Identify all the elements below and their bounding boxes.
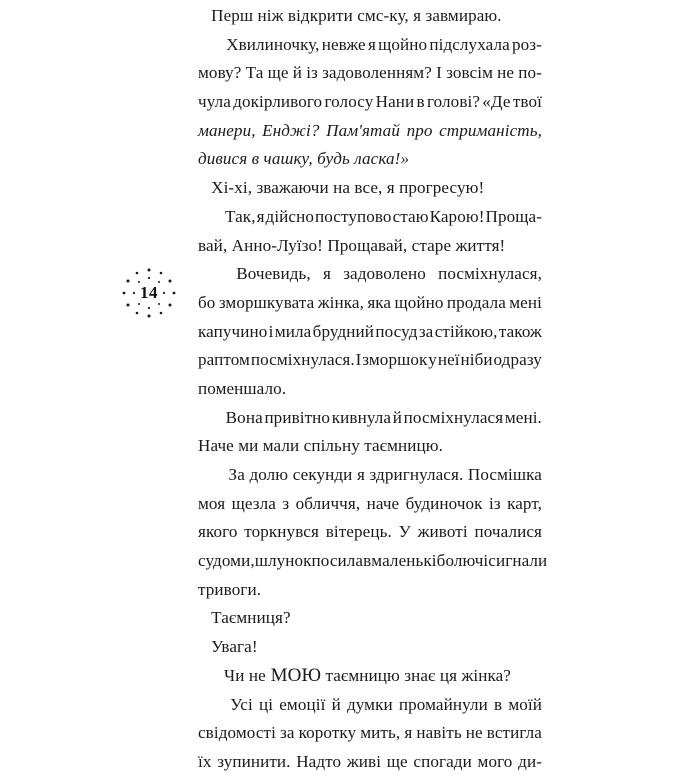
word: докірливого xyxy=(233,92,323,112)
word: я xyxy=(367,34,376,54)
word: неї xyxy=(437,350,460,370)
word: із xyxy=(488,493,501,513)
word: Чи xyxy=(224,665,245,685)
word: наче xyxy=(366,493,400,513)
text-line: Таємниця? xyxy=(198,608,291,628)
word: Вочевидь, xyxy=(236,264,311,284)
word: в xyxy=(494,694,503,714)
text-line: Перш ніж відкрити смс-ку, я завмираю. xyxy=(198,6,502,25)
word: мить, xyxy=(360,723,401,743)
word: ще xyxy=(267,63,289,83)
paragraph-indent xyxy=(198,691,224,720)
text-line xyxy=(198,318,542,347)
text-line xyxy=(198,260,542,289)
word: У xyxy=(398,522,411,542)
word: коротку xyxy=(298,723,357,743)
word: животі xyxy=(417,522,468,542)
text-line: Хі-хі, зважаючи на все, я прогресую! xyxy=(198,178,485,198)
word: капучино xyxy=(198,321,268,341)
text-line: тривоги. xyxy=(198,579,262,599)
word: їх xyxy=(198,751,212,771)
word: кивнула xyxy=(331,407,392,427)
word: здригнулася. xyxy=(369,465,464,484)
text-line xyxy=(198,518,542,547)
word: задоволено xyxy=(343,264,426,284)
word: ця xyxy=(435,665,458,685)
word: долю xyxy=(249,465,289,484)
word: знає xyxy=(399,665,436,685)
word: голові? xyxy=(426,92,481,112)
word: я xyxy=(323,264,331,284)
word: підслухала xyxy=(429,34,510,54)
word: щойно xyxy=(378,34,428,54)
word: також xyxy=(498,321,542,341)
word: ще xyxy=(386,751,408,771)
word: жінка? xyxy=(457,665,511,685)
word: раптом xyxy=(198,350,250,370)
paragraph-indent xyxy=(198,404,224,433)
word: не xyxy=(465,723,483,743)
word: зупинити. xyxy=(217,751,291,771)
word: голосу xyxy=(324,92,374,112)
text-line: Увага! xyxy=(198,637,258,657)
word: з xyxy=(282,493,290,513)
text-line: дивися в чашку, будь ласка!» xyxy=(198,149,410,169)
word: думки xyxy=(346,694,393,714)
paragraph-indent xyxy=(198,260,224,289)
word: За xyxy=(228,465,245,484)
page-number-ornament-group xyxy=(118,266,180,320)
word: обличчя, xyxy=(295,493,361,513)
word: І xyxy=(355,350,362,370)
word: посміхнулася xyxy=(403,407,504,427)
word: ніби xyxy=(460,350,493,370)
text-line xyxy=(198,748,542,777)
paragraph-indent xyxy=(198,461,224,490)
word: емоції xyxy=(279,694,326,714)
word: таємницю xyxy=(321,665,400,685)
word: посміхнулася. xyxy=(250,350,355,370)
text-line xyxy=(198,346,542,375)
word: промайнули xyxy=(398,694,488,714)
word: одразу xyxy=(493,350,542,370)
word: мого xyxy=(477,751,513,771)
word: сигнали xyxy=(488,551,548,571)
word: встигла xyxy=(486,723,542,743)
word: й xyxy=(331,694,341,714)
word: судоми, xyxy=(198,551,255,571)
word: стриманість, xyxy=(439,120,542,140)
word: «Де xyxy=(482,92,511,112)
text-line: Наче ми мали спільну таємницю. xyxy=(198,436,444,456)
word: невже xyxy=(321,34,366,54)
word: посилав xyxy=(311,551,372,571)
word: Усі xyxy=(230,694,253,714)
word: зовсім xyxy=(446,63,493,83)
word: шлунок xyxy=(254,551,312,571)
word: твої xyxy=(512,92,542,112)
word: живі xyxy=(346,751,382,771)
word: бо xyxy=(198,292,216,312)
word: ди- xyxy=(518,751,542,771)
word: задоволенням? xyxy=(322,63,432,83)
word: я xyxy=(404,723,413,743)
word: карт, xyxy=(507,493,542,513)
word: і xyxy=(268,321,274,341)
word: будиночок xyxy=(405,493,483,513)
word: Карою! xyxy=(429,206,485,226)
word: свідомості xyxy=(198,723,276,743)
text-line xyxy=(198,547,548,576)
word: брудний xyxy=(312,321,375,341)
word: роз- xyxy=(511,34,542,54)
word: щойно xyxy=(394,292,444,312)
word: МОЮ xyxy=(265,664,322,686)
word: жінка, xyxy=(317,292,364,312)
word: продала xyxy=(446,292,506,312)
word: мені xyxy=(509,292,542,312)
word: стаю xyxy=(392,206,429,226)
word: Вона xyxy=(225,407,263,427)
word: болючі xyxy=(436,551,489,571)
page-number: 14 xyxy=(140,283,158,302)
word: зморшок xyxy=(362,350,428,370)
text-line xyxy=(198,404,542,433)
word: посміхнулася, xyxy=(438,264,542,284)
word: торкнувся xyxy=(244,522,319,542)
word: посуд xyxy=(375,321,418,341)
word: із xyxy=(306,63,318,83)
text-line xyxy=(198,88,542,117)
word: ці xyxy=(258,694,274,714)
word: я xyxy=(356,465,365,484)
word: Так, xyxy=(224,206,256,226)
word: щезла xyxy=(231,493,276,513)
text-line xyxy=(198,59,542,88)
word: вітерець. xyxy=(325,522,392,542)
word: навіть xyxy=(416,723,462,743)
word: я xyxy=(256,206,265,226)
word: якого xyxy=(198,522,238,542)
word: маленькі xyxy=(371,551,437,571)
text-line: поменшало. xyxy=(198,378,287,398)
text-line xyxy=(198,289,542,318)
word: й xyxy=(392,407,402,427)
word: Проща- xyxy=(485,206,542,226)
word: Нани xyxy=(375,92,415,112)
word: Пам'ятай xyxy=(326,120,400,140)
text-line xyxy=(198,691,542,720)
word: Енджі? xyxy=(262,120,320,140)
word: мову? xyxy=(198,63,242,83)
word: Хвилиночку, xyxy=(226,34,320,54)
word: не xyxy=(244,665,266,685)
text-line xyxy=(198,117,542,146)
word: у xyxy=(428,350,437,370)
word: секунди xyxy=(292,465,353,484)
word: І xyxy=(436,63,442,83)
word: почалися xyxy=(474,522,542,542)
text-line xyxy=(198,461,542,490)
word: моїй xyxy=(508,694,542,714)
paragraph-indent xyxy=(198,203,224,232)
word: чула xyxy=(198,92,231,112)
word: манери, xyxy=(198,120,256,140)
word: дійсно xyxy=(265,206,314,226)
text-line xyxy=(198,203,542,232)
word: привітно xyxy=(264,407,331,427)
text-line xyxy=(198,31,542,60)
word: Надто xyxy=(296,751,342,771)
word: спогади xyxy=(413,751,472,771)
word: по- xyxy=(518,63,542,83)
text-line xyxy=(198,490,542,519)
word: за xyxy=(279,723,295,743)
word: про xyxy=(406,120,433,140)
word: стійкою, xyxy=(434,321,498,341)
text-line: вай, Анно-Луїзо! Прощавай, старе життя! xyxy=(198,235,506,255)
word: не xyxy=(497,63,515,83)
word: Посмішка xyxy=(467,465,542,484)
word: мила xyxy=(274,321,312,341)
body-text-column xyxy=(198,2,548,777)
text-line xyxy=(198,662,542,691)
word: за xyxy=(418,321,434,341)
word: зморшкувата xyxy=(218,292,315,312)
word: яка xyxy=(367,292,392,312)
word: моя xyxy=(198,493,226,513)
paragraph-indent xyxy=(198,31,224,60)
word: поступово xyxy=(314,206,392,226)
text-line xyxy=(198,719,542,748)
word: й xyxy=(292,63,303,83)
word: Та xyxy=(245,63,264,83)
word: в xyxy=(416,92,425,112)
word: мені. xyxy=(504,407,542,427)
